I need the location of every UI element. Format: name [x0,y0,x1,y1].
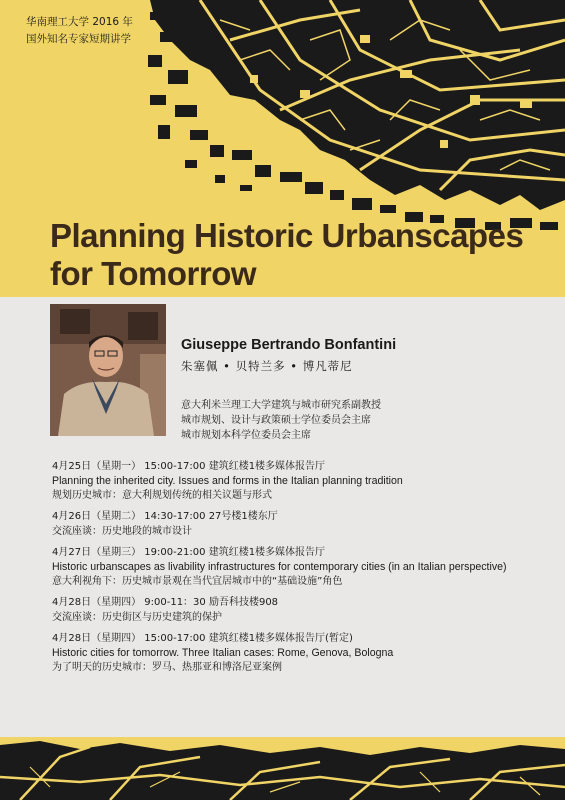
speaker-role: 城市规划本科学位委员会主席 [181,430,311,441]
speaker-role: 城市规划、设计与政策硕士学位委员会主席 [181,415,371,426]
session-title-cn: 规划历史城市：意大利规划传统的相关议题与形式 [52,490,272,501]
header-line-university: 华南理工大学 2016 年 [26,16,133,28]
footer-map-illustration [0,737,565,800]
session-time-venue: 4月28日（星期四） 9:00-11：30 励吾科技楼908 [52,597,279,608]
session-time-venue: 4月26日（星期二） 14:30-17:00 27号楼1楼东厅 [52,511,278,522]
session-item [52,545,562,589]
speaker-photo [50,304,166,436]
header-line-program: 国外知名专家短期讲学 [26,33,131,45]
header-map-band [0,0,565,297]
session-item [52,595,562,625]
session-time-venue: 4月25日（星期一） 15:00-17:00 建筑红楼1楼多媒体报告厅 [52,461,326,472]
session-title-cn: 交流座谈：历史地段的城市设计 [52,526,192,537]
speaker-role: 意大利米兰理工大学建筑与城市研究系副教授 [181,400,381,411]
footer-map-band [0,737,565,800]
session-title-cn: 意大利视角下：历史城市景观在当代宜居城市中的“基础设施”角色 [52,576,343,587]
session-title-en: Planning the inherited city. Issues and forms in the Italian planning tradition [52,475,403,487]
session-item [52,459,562,503]
header-organizer-text [26,14,133,48]
session-title-cn: 为了明天的历史城市：罗马、热那亚和博洛尼亚案例 [52,662,282,673]
session-schedule [52,459,562,681]
lecture-title [50,217,550,293]
title-line-2: for Tomorrow [50,255,257,292]
session-time-venue: 4月27日（星期三） 19:00-21:00 建筑红楼1楼多媒体报告厅 [52,547,326,558]
session-item [52,509,562,539]
session-title-cn: 交流座谈：历史街区与历史建筑的保护 [52,612,222,623]
session-item [52,631,562,675]
title-line-1: Planning Historic Urbanscapes [50,217,524,254]
speaker-name-cn: 朱塞佩 • 贝特兰多 • 博凡蒂尼 [181,359,353,373]
session-title-en: Historic cities for tomorrow. Three Italian cases: Rome, Genova, Bologna [52,647,394,659]
speaker-roles [181,398,381,443]
speaker-portrait [50,304,166,436]
session-title-en: Historic urbanscapes as livability infrastructures for contemporary cities (in an Italian perspective) [52,561,507,573]
session-time-venue: 4月28日（星期四） 15:00-17:00 建筑红楼1楼多媒体报告厅(暂定) [52,633,353,644]
speaker-name-en: Giuseppe Bertrando Bonfantini [181,337,397,353]
